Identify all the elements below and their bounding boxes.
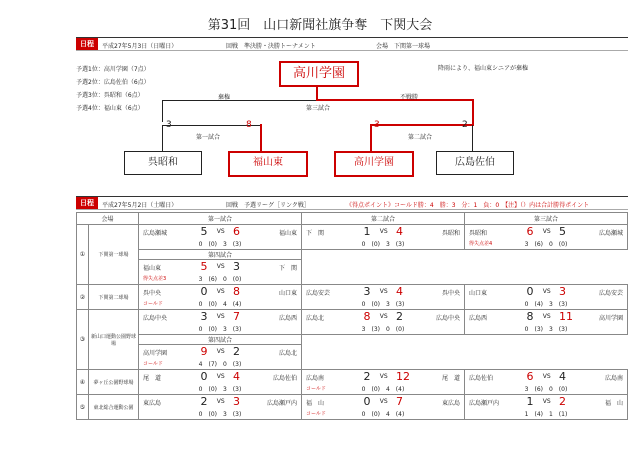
score-b: 4: [558, 370, 566, 383]
row-number: ④: [77, 370, 89, 395]
score-a: 3: [363, 285, 371, 298]
col-header: 第二試合: [302, 213, 465, 225]
vs-label: VS: [542, 288, 551, 295]
team-a: 山口東: [469, 290, 488, 297]
score-a: 5: [200, 260, 208, 273]
points-line: 0 (0) 4 (4): [198, 301, 242, 308]
team-b: 尾 道: [441, 375, 460, 382]
points-line: 0 (0) 3 (3): [198, 411, 242, 418]
rain-note: 降雨により、福山東シニアが棄権: [438, 65, 529, 72]
points-line: 0 (0) 4 (4): [361, 411, 405, 418]
score-a: 1: [363, 225, 371, 238]
vs-label: VS: [379, 228, 388, 235]
table-row: [77, 310, 628, 335]
team-b: 呉昭和: [441, 230, 460, 237]
score-a: 1: [526, 395, 534, 408]
team-b: 広島西: [278, 315, 297, 322]
table-row: [77, 395, 628, 420]
vs-label: VS: [379, 373, 388, 380]
score-a: 0: [526, 285, 534, 298]
table-row: [77, 285, 628, 310]
table-header: [77, 213, 628, 225]
team-b: 山口東: [278, 290, 297, 297]
final-schedule-bar: [76, 37, 628, 51]
score-a: 5: [200, 225, 208, 238]
team-a: 広島中央: [143, 315, 168, 322]
score-a: 3: [200, 310, 208, 323]
seed-list: [76, 63, 150, 115]
venue-name: 下関第二球場: [89, 285, 139, 310]
vs-label: VS: [216, 398, 225, 405]
game-cell: [139, 285, 301, 309]
game-note: 得失点差3: [143, 276, 167, 282]
venue-name: 東北総合運動公園: [89, 395, 139, 420]
score-b: 2: [232, 345, 240, 358]
semi1-score-b: 8: [246, 120, 252, 130]
venue-name: 下関第一球場: [89, 225, 139, 285]
score-b: 4: [395, 225, 403, 238]
vs-label: VS: [216, 348, 225, 355]
schedule-label: 日程: [76, 197, 98, 209]
row-number: ③: [77, 310, 89, 370]
league-round: 回戦 予選リーグ［リンク戦］: [226, 202, 310, 209]
score-a: 0: [363, 395, 371, 408]
schedule-label: 日程: [76, 38, 98, 50]
team-b: 東広島: [441, 400, 460, 407]
score-a: 6: [526, 370, 534, 383]
col-header: 会場: [77, 213, 139, 225]
team-a: 下 関: [306, 230, 325, 237]
game-cell: [302, 395, 464, 419]
league-table: [76, 212, 628, 420]
score-b: 3: [232, 260, 240, 273]
score-b: 6: [232, 225, 240, 238]
team-a: 呉中央: [143, 290, 162, 297]
game-cell: [139, 345, 301, 369]
table-row: [77, 370, 628, 395]
score-b: 2: [558, 395, 566, 408]
score-a: 8: [363, 310, 371, 323]
page-title: 第31回 山口新聞社旗争奪 下関大会: [207, 18, 433, 33]
champion-box: 高川学園: [279, 61, 359, 87]
team-b: 広島北: [278, 350, 297, 357]
score-a: 9: [200, 345, 208, 358]
team-b: 広島中央: [435, 315, 460, 322]
team-a: 広島北: [306, 315, 325, 322]
game-cell: [139, 310, 301, 334]
score-b: 12: [395, 370, 410, 383]
vs-label: VS: [216, 288, 225, 295]
score-a: 8: [526, 310, 534, 323]
semi2-score-b: 2: [462, 120, 468, 130]
game-cell: [139, 260, 301, 284]
points-line: 0 (0) 3 (3): [198, 386, 242, 393]
score-b: 7: [395, 395, 403, 408]
score-b: 2: [395, 310, 403, 323]
final-round: 回戦 準決勝・決勝トーナメント: [226, 43, 316, 50]
venue-name: 新山口運動公園野球場: [89, 310, 139, 370]
team-b: 下 関: [278, 265, 297, 272]
vs-label: VS: [379, 313, 388, 320]
team-b: 広島安芸: [598, 290, 623, 297]
row-number: ②: [77, 285, 89, 310]
score-b: 4: [232, 370, 240, 383]
game-cell: [139, 395, 301, 419]
points-line: 1 (4) 1 (1): [524, 411, 568, 418]
points-line: 3 (6) 0 (0): [524, 241, 568, 248]
team-b: 福 山: [604, 400, 623, 407]
vs-label: VS: [379, 288, 388, 295]
team-a: 高川学園: [143, 350, 168, 357]
vs-label: VS: [542, 228, 551, 235]
team-a: 東広島: [143, 400, 162, 407]
team-b: 高川学園: [598, 315, 623, 322]
game-cell: [302, 310, 464, 334]
semi1-score-a: 3: [166, 120, 172, 130]
team-a: 福 山: [306, 400, 325, 407]
final-date: 平成27年5月3日（日曜日）: [102, 43, 178, 50]
team-a: 福山東: [143, 265, 162, 272]
semi1-label: 第一試合: [196, 134, 221, 141]
vs-label: VS: [542, 313, 551, 320]
semi2-score-a: 3: [374, 120, 380, 130]
points-legend: 《得点ポイント》コールド勝：4 勝：3 分：1 負：0 【注】（）内は合計勝得ポイント: [346, 202, 590, 209]
team-box-takagawa: 高川学園: [334, 151, 414, 177]
vs-label: VS: [216, 313, 225, 320]
team-b: 呉中央: [441, 290, 460, 297]
game-cell: [465, 395, 627, 419]
vs-label: VS: [216, 263, 225, 270]
final-game-label: 第三試合: [306, 105, 331, 112]
score-a: 2: [363, 370, 371, 383]
left-result: 棄権: [218, 94, 231, 101]
points-line: 0 (0) 4 (4): [361, 386, 405, 393]
team-box-hiroshima-saeki: 広島佐伯: [436, 151, 514, 175]
seed-item: 予選4位：福山東（6点）: [76, 105, 144, 112]
score-b: 5: [558, 225, 566, 238]
score-a: 2: [200, 395, 208, 408]
game-note: 得失点差4: [469, 241, 493, 247]
game-cell: [465, 310, 627, 334]
vs-label: VS: [216, 373, 225, 380]
team-a: 広島瀬戸内: [469, 400, 500, 407]
venue-name: 夢ヶ丘公園野球場: [89, 370, 139, 395]
team-a: 尾 道: [143, 375, 162, 382]
team-b: 広島南: [604, 375, 623, 382]
game-cell: [465, 370, 627, 394]
team-a: 広島瀬城: [143, 230, 168, 237]
game-note: コールド: [306, 411, 326, 417]
game-cell: [139, 370, 301, 394]
team-a: 呉昭和: [469, 230, 488, 237]
game-note: コールド: [306, 386, 326, 392]
seed-item: 予選1位：高川学園（7点）: [76, 66, 150, 73]
team-b: 広島佐伯: [272, 375, 297, 382]
game-cell: [139, 225, 301, 249]
score-a: 6: [526, 225, 534, 238]
team-b: 福山東: [278, 230, 297, 237]
fourth-game-label: 第四試合: [139, 250, 302, 260]
points-line: 0 (0) 3 (3): [361, 241, 405, 248]
team-b: 広島瀬城: [598, 230, 623, 237]
score-b: 4: [395, 285, 403, 298]
points-line: 3 (6) 0 (0): [524, 386, 568, 393]
game-cell: [465, 285, 627, 309]
table-row: [77, 225, 628, 250]
semi2-label: 第二試合: [408, 134, 433, 141]
team-box-fukuyama-higashi: 福山東: [228, 151, 308, 177]
score-a: 0: [200, 285, 208, 298]
team-a: 広島安芸: [306, 290, 331, 297]
game-cell: [302, 285, 464, 309]
points-line: 0 (3) 3 (3): [524, 326, 568, 333]
seed-item: 予選3位：呉昭和（6点）: [76, 92, 144, 99]
team-b: 広島瀬戸内: [266, 400, 297, 407]
right-result: 不戦勝: [400, 94, 419, 101]
points-line: 0 (0) 3 (3): [198, 241, 242, 248]
score-b: 3: [558, 285, 566, 298]
col-header: 第一試合: [139, 213, 302, 225]
points-line: 3 (3) 0 (0): [361, 326, 405, 333]
vs-label: VS: [542, 373, 551, 380]
points-line: 3 (6) 0 (0): [198, 276, 242, 283]
team-a: 広島南: [306, 375, 325, 382]
final-venue: 会場 下関第一球場: [376, 43, 431, 50]
col-header: 第三試合: [465, 213, 628, 225]
points-line: 0 (0) 3 (3): [198, 326, 242, 333]
team-a: 広島西: [469, 315, 488, 322]
row-number: ①: [77, 225, 89, 285]
game-note: コールド: [143, 361, 163, 367]
points-line: 0 (4) 3 (3): [524, 301, 568, 308]
vs-label: VS: [216, 228, 225, 235]
game-cell: [465, 225, 627, 249]
score-b: 3: [232, 395, 240, 408]
fourth-game-label: 第四試合: [139, 335, 302, 345]
seed-item: 予選2位：広島佐伯（6点）: [76, 79, 150, 86]
points-line: 0 (0) 3 (3): [361, 301, 405, 308]
vs-label: VS: [542, 398, 551, 405]
team-a: 広島佐伯: [469, 375, 494, 382]
score-a: 0: [200, 370, 208, 383]
game-cell: [302, 225, 464, 249]
vs-label: VS: [379, 398, 388, 405]
row-number: ⑤: [77, 395, 89, 420]
score-b: 7: [232, 310, 240, 323]
game-cell: [302, 370, 464, 394]
score-b: 11: [558, 310, 573, 323]
score-b: 8: [232, 285, 240, 298]
points-line: 4 (7) 0 (3): [198, 361, 242, 368]
league-schedule-bar: [76, 196, 628, 210]
game-note: コールド: [143, 301, 163, 307]
team-box-kure-showa: 呉昭和: [124, 151, 202, 175]
league-date: 平成27年5月2日（土曜日）: [102, 202, 178, 209]
